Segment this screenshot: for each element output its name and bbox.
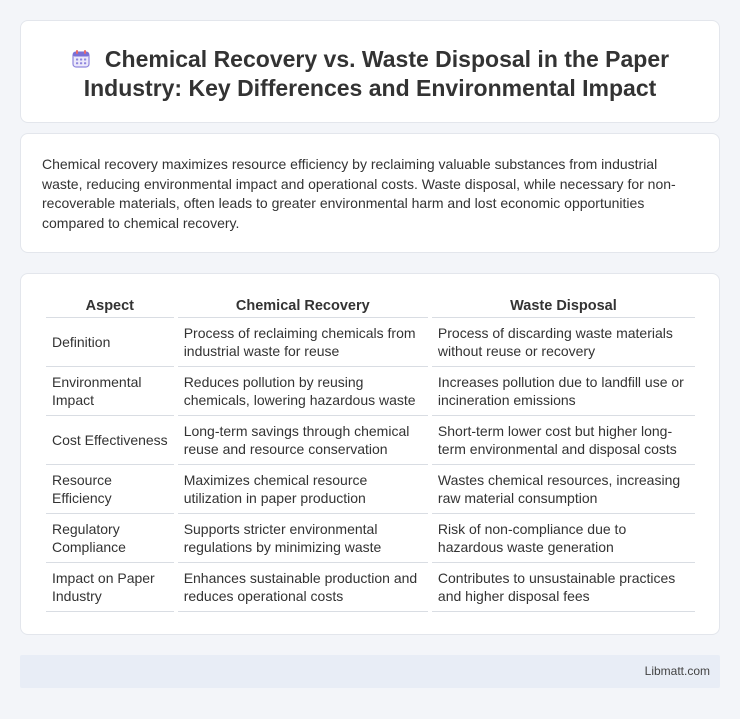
table-header-row	[46, 294, 695, 318]
calendar-icon	[71, 49, 91, 69]
comparison-card	[20, 273, 720, 635]
aspect-cell: Regulatory Compliance	[46, 514, 174, 563]
table-row	[46, 367, 695, 416]
comparison-table	[42, 294, 699, 612]
waste-disposal-cell: Process of discarding waste materials without reuse or recovery	[432, 318, 695, 367]
waste-disposal-cell: Contributes to unsustainable practices and higher disposal fees	[432, 563, 695, 612]
chemical-recovery-cell: Process of reclaiming chemicals from industrial waste for reuse	[178, 318, 428, 367]
chemical-recovery-cell: Supports stricter environmental regulations by minimizing waste	[178, 514, 428, 563]
table-row	[46, 563, 695, 612]
intro-card	[20, 133, 720, 253]
intro-paragraph: Chemical recovery maximizes resource efficiency by reclaiming valuable substances from industrial waste, reducing environmental impact and operational costs. Waste disposal, while necessary for non-recoverable materials, often leads to greater environmental harm and lost economic opportunities compared to chemical recovery.	[42, 156, 676, 231]
page-title-text: Chemical Recovery vs. Waste Disposal in the Paper Industry: Key Differences and Environmental Impact	[83, 46, 670, 101]
footer-bar	[20, 655, 720, 688]
table-row	[46, 465, 695, 514]
table-row	[46, 318, 695, 367]
chemical-recovery-cell: Maximizes chemical resource utilization in paper production	[178, 465, 428, 514]
title-card	[20, 20, 720, 123]
page-title	[51, 45, 689, 103]
aspect-cell: Definition	[46, 318, 174, 367]
header-waste-disposal: Waste Disposal	[432, 294, 695, 318]
waste-disposal-cell: Increases pollution due to landfill use or incineration emissions	[432, 367, 695, 416]
table-row	[46, 514, 695, 563]
aspect-cell: Impact on Paper Industry	[46, 563, 174, 612]
chemical-recovery-cell: Long-term savings through chemical reuse and resource conservation	[178, 416, 428, 465]
waste-disposal-cell: Wastes chemical resources, increasing raw material consumption	[432, 465, 695, 514]
header-chemical-recovery: Chemical Recovery	[178, 294, 428, 318]
aspect-cell: Environmental Impact	[46, 367, 174, 416]
header-aspect: Aspect	[46, 294, 174, 318]
waste-disposal-cell: Short-term lower cost but higher long-term environmental and disposal costs	[432, 416, 695, 465]
table-row	[46, 416, 695, 465]
footer-site-link[interactable]: Libmatt.com	[644, 664, 710, 678]
waste-disposal-cell: Risk of non-compliance due to hazardous waste generation	[432, 514, 695, 563]
aspect-cell: Resource Efficiency	[46, 465, 174, 514]
chemical-recovery-cell: Reduces pollution by reusing chemicals, lowering hazardous waste	[178, 367, 428, 416]
aspect-cell: Cost Effectiveness	[46, 416, 174, 465]
chemical-recovery-cell: Enhances sustainable production and reduces operational costs	[178, 563, 428, 612]
